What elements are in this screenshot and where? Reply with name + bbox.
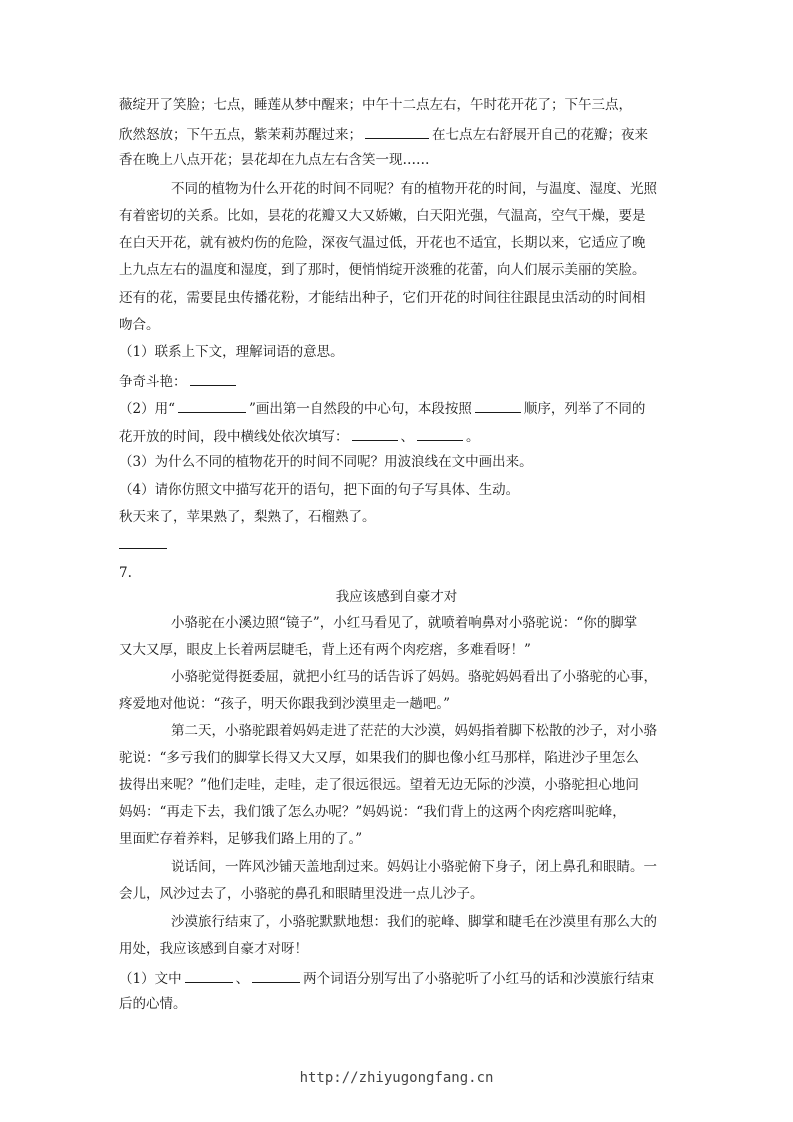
question-4-sentence: 秋天来了，苹果熟了，梨熟了，石榴熟了。 [119, 509, 376, 525]
passage-line: 还有的花，需要昆虫传播花粉，才能结出种子，它们开花的时间往往跟昆虫活动的时间相 [119, 290, 646, 306]
question-7-1-line2: 后的心情。 [119, 996, 187, 1012]
separator: 、 [400, 429, 414, 445]
question-number: 7. [119, 565, 132, 581]
answer-line[interactable] [119, 534, 679, 554]
passage-line [119, 124, 679, 144]
fill-blank[interactable] [119, 534, 167, 549]
fill-blank[interactable] [190, 371, 236, 386]
question-3: （3）为什么不同的植物花开的时间不同呢？用波浪线在文中画出来。 [119, 454, 533, 470]
passage-text: 欣然怒放；下午五点，紫茉莉苏醒过来； [119, 127, 362, 143]
passage-line: 沙漠旅行结束了，小骆驼默默地想：我们的驼峰、脚掌和睫毛在沙漠里有那么大的 [171, 914, 657, 930]
passage-line: 疼爱地对他说：“孩子，明天你跟我到沙漠里走一趟吧。” [119, 696, 451, 712]
passage-line: 吻合。 [119, 317, 160, 333]
fill-blank[interactable] [417, 426, 463, 441]
question-text: 两个词语分别写出了小骆驼听了小红马的话和沙漠旅行结束 [303, 971, 655, 987]
passage-line: 说话间，一阵风沙铺天盖地刮过来。妈妈让小骆驼俯下身子，闭上鼻孔和眼睛。一 [171, 859, 657, 875]
passage-line: 用处，我应该感到自豪才对呀！ [119, 941, 308, 957]
fill-blank[interactable] [365, 124, 429, 139]
question-4: （4）请你仿照文中描写花开的语句，把下面的句子写具体、生动。 [119, 482, 520, 498]
passage-line: 又大又厚，眼皮上长着两层睫毛，背上还有两个肉疙瘩，多难看呀！” [119, 642, 531, 658]
question-2-line2 [119, 426, 679, 446]
passage-line: 小骆驼觉得挺委屈，就把小红马的话告诉了妈妈。骆驼妈妈看出了小骆驼的心事， [171, 669, 657, 685]
passage-line: 小骆驼在小溪边照“镜子”，小红马看见了，就喷着响鼻对小骆驼说：“你的脚掌 [171, 615, 638, 631]
question-1-word [119, 371, 679, 391]
question-text: 顺序，列举了不同的 [523, 401, 646, 417]
fill-blank[interactable] [352, 426, 398, 441]
passage-text: 在七点左右舒展开自己的花瓣；夜来 [432, 127, 648, 143]
question-text: （1）文中 [119, 971, 182, 987]
question-text: （2）用“ [119, 401, 175, 417]
question-2 [119, 398, 679, 418]
separator: 、 [235, 971, 250, 987]
footer-url[interactable]: http://zhiyugongfang.cn [299, 1070, 494, 1086]
question-text: ”画出第一自然段的中心句，本段按照 [249, 401, 472, 417]
passage-line: 不同的植物为什么开花的时间不同呢？有的植物开花的时间，与温度、湿度、光照 [171, 181, 657, 197]
word-label: 争奇斗艳： [119, 374, 187, 390]
passage-line: 第二天，小骆驼跟着妈妈走进了茫茫的大沙漠，妈妈指着脚下松散的沙子，对小骆 [171, 723, 657, 739]
passage-line: 拔得出来呢？”他们走哇，走哇，走了很远很远。望着无边无际的沙漠，小骆驼担心地问 [119, 777, 639, 793]
question-text: 。 [466, 429, 480, 445]
fill-blank[interactable] [252, 968, 300, 983]
passage-title: 我应该感到自豪才对 [335, 589, 458, 605]
question-1: （1）联系上下文，理解词语的意思。 [119, 344, 344, 360]
passage-line: 在白天开花，就有被灼伤的危险，深夜气温过低，开花也不适宜，长期以来，它适应了晚 [119, 235, 646, 251]
passage-line: 薇绽开了笑脸；七点，睡莲从梦中醒来；中午十二点左右，午时花开花了；下午三点， [119, 97, 632, 113]
passage-line: 有着密切的关系。比如，昙花的花瓣又大又娇嫩，白天阳光强，气温高，空气干燥，要是 [119, 208, 646, 224]
question-text: 花开放的时间，段中横线处依次填写： [119, 429, 349, 445]
passage-line: 里面贮存着养料，足够我们路上用的了。” [119, 831, 363, 847]
passage-line: 香在晚上八点开花；昙花却在九点左右含笑一现…… [119, 152, 430, 168]
passage-line: 上九点左右的温度和湿度，到了那时，便悄悄绽开淡雅的花蕾，向人们展示美丽的笑脸。 [119, 262, 646, 278]
fill-blank[interactable] [185, 968, 233, 983]
passage-line: 驼说：“多亏我们的脚掌长得又大又厚，如果我们的脚也像小红马那样，陷进沙子里怎么 [119, 750, 639, 766]
fill-blank[interactable] [475, 398, 521, 413]
passage-line: 妈妈：“再走下去，我们饿了怎么办呢？”妈妈说：“我们背上的这两个肉疙瘩叫驼峰， [119, 804, 626, 820]
fill-blank[interactable] [178, 398, 246, 413]
question-7-1 [119, 968, 679, 988]
passage-line: 会儿，风沙过去了，小骆驼的鼻孔和眼睛里没进一点儿沙子。 [119, 886, 484, 902]
